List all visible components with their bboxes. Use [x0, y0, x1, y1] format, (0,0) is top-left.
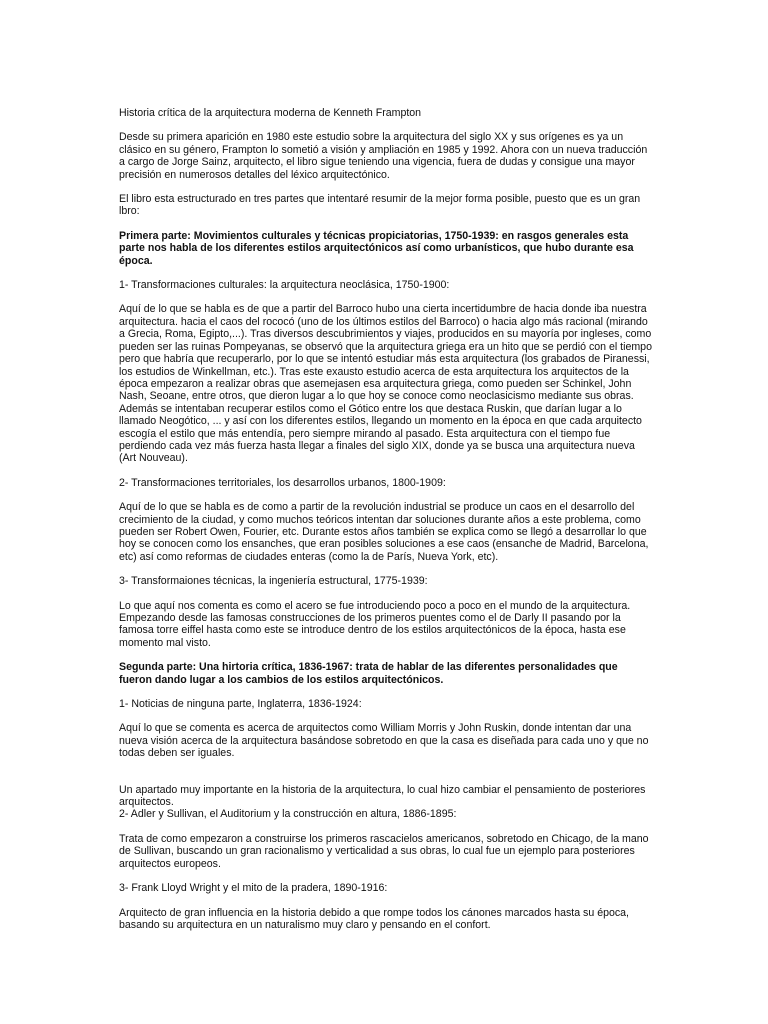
paragraph: Lo que aquí nos comenta es como el acero se fue introduciendo poco a poco en el mundo de la arquitectura. Empezando desde las famosas construcciones de los primeros puentes como el de Darly II pasando por la famosa torre eiffel hasta como este se introduce dentro de los estilos arquitectónicos de la época, hasta ese momento mal visto.: [119, 599, 631, 649]
document-page: [119, 107, 653, 943]
paragraph-intro: Desde su primera aparición en 1980 este estudio sobre la arquitectura del siglo XX y sus orígenes es ya un clásico en su género, Frampton lo sometió a visión y ampliación en 1985 y 1992. Ahora con un nueva traducción a cargo de Jorge Sainz, arquitecto, el libro sigue teniendo una vigencia, fuera de dudas y consigue una mayor precisión en numerosos detalles del léxico arquitectónico.: [119, 131, 648, 181]
document-title: Historia crítica de la arquitectura moderna de Kenneth Frampton: [119, 107, 422, 119]
paragraph: Aquí lo que se comenta es acerca de arquitectos como William Morris y John Ruskin, donde intentan dar una nueva visión acerca de la arquitectura basándose sobretodo en que la casa es diseñada para cada uno y que no todas deben ser iguales.: [119, 722, 649, 760]
part-two-heading: Segunda parte: Una hirtoria crítica, 1836-1967: trata de hablar de las diferentes personalidades que fueron dando lugar a los cambios de los estilos arquitectónicos.: [119, 661, 618, 686]
section-heading: 2- Adler y Sullivan, el Auditorium y la construcción en altura, 1886-1895:: [119, 808, 457, 821]
section-heading: 1- Transformaciones culturales: la arquitectura neoclásica, 1750-1900:: [119, 279, 450, 292]
paragraph-structure: El libro esta estructurado en tres partes que intentaré resumir de la mejor forma posible, puesto que es un gran lbro:: [119, 193, 641, 218]
section-heading: 3- Frank Lloyd Wright y el mito de la pradera, 1890-1916:: [119, 882, 388, 895]
paragraph: Arquitecto de gran influencia en la historia debido a que rompe todos los cánones marcados hasta su época, basando su arquitectura en un naturalismo muy claro y pensando en el confort.: [119, 906, 630, 931]
paragraph: Trata de como empezaron a construirse los primeros rascacielos americanos, sobretodo en Chicago, de la mano de Sullivan, buscando un gran racionalismo y verticalidad a sus obras, lo cual fue un ejemplo para posteriores arquitectos europeos.: [119, 832, 649, 870]
part-one-heading: Primera parte: Movimientos culturales y técnicas propiciatorias, 1750-1939: en rasgos generales esta parte nos habla de los diferentes estilos arquitectónicos así como urbanísticos, que hubo durante esa época.: [119, 229, 634, 267]
section-heading: 1- Noticias de ninguna parte, Inglaterra, 1836-1924:: [119, 698, 362, 711]
paragraph: Aquí de lo que se habla es de como a partir de la revolución industrial se produce un caos en el desarrollo del crecimiento de la ciudad, y como muchos teóricos intentan dar soluciones durante años a este problema, como pueden ser Robert Owen, Fourier, etc. Durante estos años también se explica como se llegó a desarrollar lo que hoy se conocen como los ensanches, que eran posibles soluciones a ese caos (ensanche de Madrid, Barcelona, etc) así como reformas de ciudades enteras (como la de París, Nueva York, etc).: [119, 501, 649, 563]
section-heading: 3- Transformaiones técnicas, la ingeniería estructural, 1775-1939:: [119, 575, 428, 588]
section-heading: 2- Transformaciones territoriales, los desarrollos urbanos, 1800-1909:: [119, 476, 446, 489]
paragraph: Aquí de lo que se habla es de que a partir del Barroco hubo una cierta incertidumbre de hacia donde iba nuestra arquitectura. hacia el caos del rococó (uno de los últimos estilos del Barroco) o hacia algo más racional (mirando a Grecia, Roma, Egipto,...). Tras diversos descubrimientos y viajes, producidos en su mayoría por ingleses, como pueden ser las ruinas Pompeyanas, se observó que la arquitectura griega era un hito que se perdió con el tiempo pero que habría que recuperarlo, por lo que se intentó estudiar más esta arquitectura (los grabados de Piranessi, los estudios de Winkellman, etc.). Tras este exausto estudio acerca de esta arquitectura los arquitectos de la época empezaron a realizar obras que asemejasen esa arquitectura griega, como pueden ser Schinkel, John Nash, Seoane, entre otros, que dieron lugar a lo que hoy se conoce como neoclasicismo mediante sus obras. Además se intentaban recuperar estilos como el Gótico entre los que destaca Ruskin, que darían lugar a lo llamado Neogótico, ... y así con los diferentes estilos, llegando un momento en la época en que cada arquitecto escogía el estilo que más entendía, pero siempre mirando al pasado. Esta arquitectura con el tiempo fue perdiendo cada vez más fuerza hasta llegar a finales del siglo XIX, donde ya se busca una arquitectura nueva (Art Nouveau).: [119, 303, 652, 465]
paragraph: Un apartado muy importante en la historia de la arquitectura, lo cual hizo cambiar el pensamiento de posteriores arquitectos.: [119, 783, 646, 809]
